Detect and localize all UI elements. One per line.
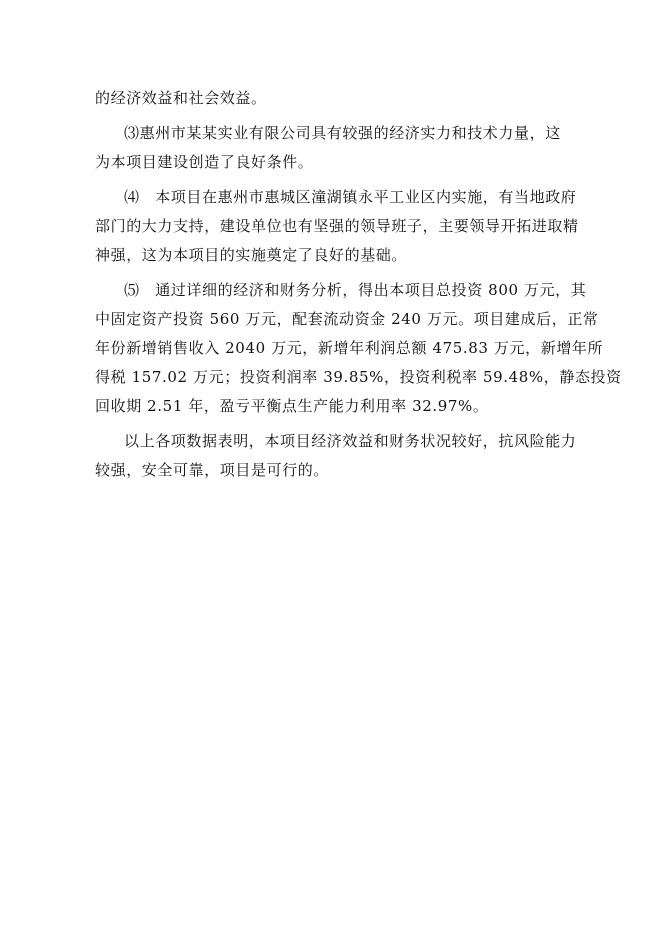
conclusion-line: 较强，安全可靠，项目是可行的。 — [95, 461, 330, 479]
conclusion-line: 以上各项数据表明，本项目经济效益和财务状况较好，抗风险能力 — [124, 432, 577, 450]
paragraph-5-line: ⑸ 通过详细的经济和财务分析，得出本项目总投资 800 万元，其 — [124, 281, 587, 299]
text-line: 的经济效益和社会效益。 — [95, 89, 267, 107]
paragraph-3-line: 为本项目建设创造了良好条件。 — [95, 153, 314, 171]
paragraph-5-line: 回收期 2.51 年，盈亏平衡点生产能力利用率 32.97%。 — [95, 397, 489, 415]
paragraph-5-line: 年份新增销售收入 2040 万元，新增年利润总额 475.83 万元，新增年所 — [95, 339, 604, 357]
paragraph-5-line: 中固定资产投资 560 万元，配套流动资金 240 万元。项目建成后，正常 — [95, 310, 599, 328]
paragraph-5-line: 得税 157.02 万元；投资利润率 39.85%，投资利税率 59.48%，静态投资 — [95, 368, 622, 386]
paragraph-4-line: 部门的大力支持，建设单位也有坚强的领导班子，主要领导开拓进取精 — [95, 217, 579, 235]
paragraph-4-line: 神强，这为本项目的实施奠定了良好的基础。 — [95, 246, 408, 264]
paragraph-3-line: ⑶惠州市某某实业有限公司具有较强的经济实力和技术力量，这 — [124, 124, 561, 142]
paragraph-4-line: ⑷ 本项目在惠州市惠城区潼湖镇永平工业区内实施，有当地政府 — [124, 188, 577, 206]
document-body — [95, 84, 622, 485]
